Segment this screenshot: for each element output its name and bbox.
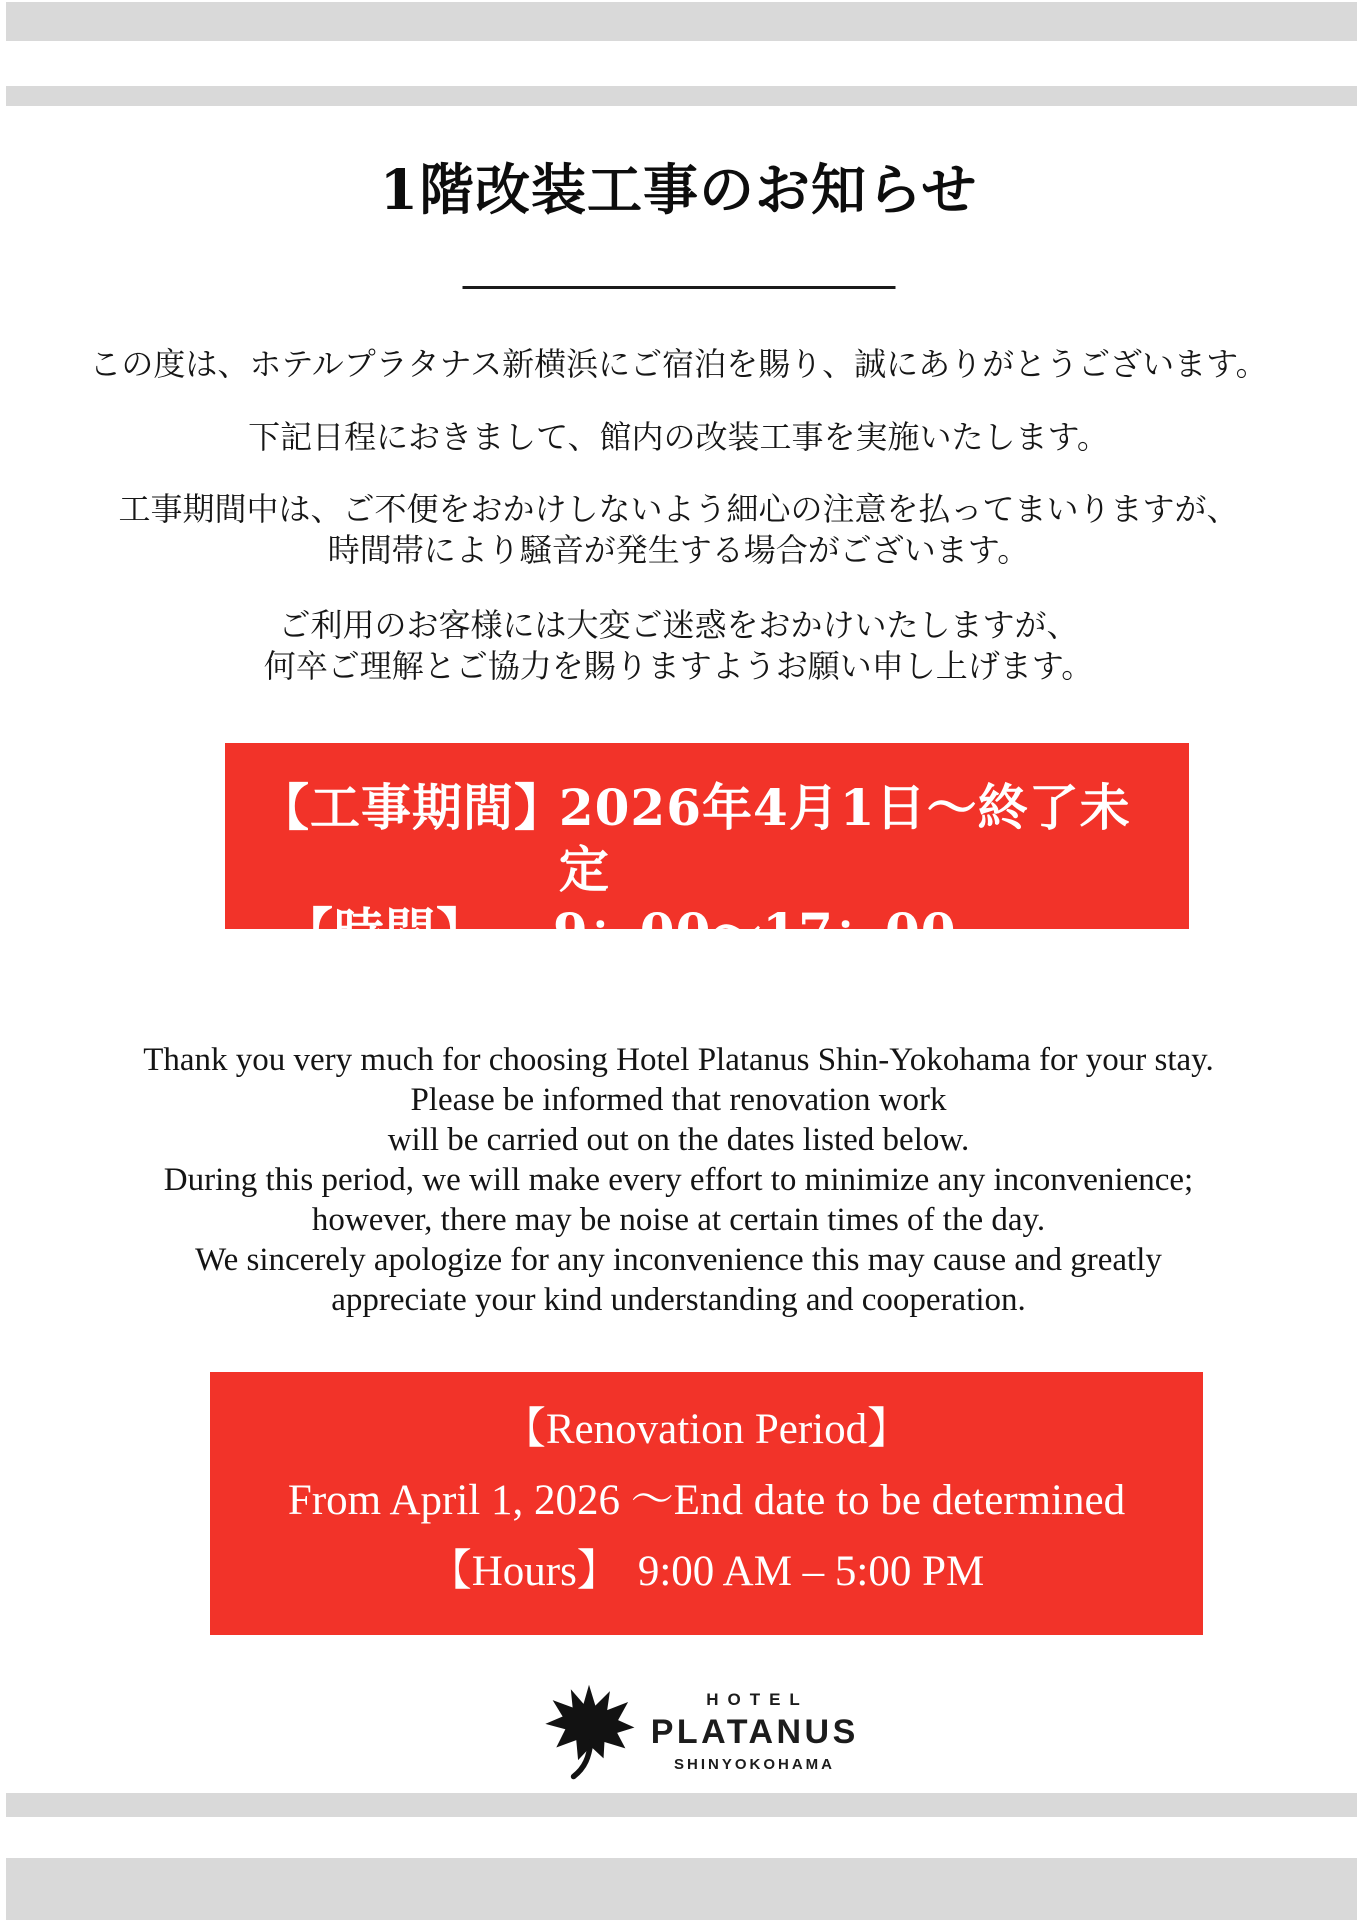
jp-paragraph-apology — [0, 605, 1357, 687]
hotel-logo-name: PLATANUS — [650, 1713, 859, 1752]
jp-paragraph-noise — [0, 489, 1357, 571]
platanus-leaf-icon — [540, 1682, 638, 1782]
bottom-decorative-bar-1 — [6, 1793, 1357, 1817]
top-decorative-bar-2 — [6, 86, 1357, 106]
top-decorative-bar-1 — [6, 2, 1357, 41]
jp-paragraph-schedule: 下記日程におきまして、館内の改装工事を実施いたします。 — [248, 418, 1109, 456]
jp-paragraph-thanks: この度は、ホテルプラタナス新横浜にご宿泊を賜り、誠にありがとうございます。 — [89, 345, 1268, 383]
jp-paragraph-apology-line1: ご利用のお客様には大変ご迷惑をおかけいたしますが、 — [278, 606, 1079, 644]
en-box-period-value: From April 1, 2026 ～End date to be determined — [287, 1477, 1126, 1524]
title-underline — [462, 286, 895, 289]
en-box-hours-label: 【Hours】 — [428, 1548, 620, 1595]
hotel-logo-location: SHINYOKOHAMA — [673, 1756, 835, 1774]
en-paragraph-line-7: appreciate your kind understanding and cooperation. — [331, 1282, 1026, 1318]
jp-paragraph-noise-line2: 時間帯により騒音が発生する場合がございます。 — [327, 531, 1030, 569]
hotel-logo-text — [648, 1690, 858, 1774]
page-title: 1階改装工事のお知らせ — [379, 157, 978, 222]
en-box-hours-value: 9:00 AM – 5:00 PM — [637, 1548, 985, 1595]
hotel-logo — [540, 1682, 870, 1782]
en-paragraph-line-5: however, there may be noise at certain times of the day. — [311, 1202, 1046, 1238]
en-paragraph-line-3: will be carried out on the dates listed below. — [387, 1122, 970, 1158]
jp-box-period-value: 2026年4月1日～終了未定 — [558, 778, 1131, 899]
en-paragraph-line-6: We sincerely apologize for any inconvenience this may cause and greatly — [195, 1242, 1162, 1278]
hotel-logo-hotel: HOTEL — [706, 1689, 809, 1709]
en-box-period-label: 【Renovation Period】 — [502, 1406, 911, 1453]
en-paragraph-line-1: Thank you very much for choosing Hotel Platanus Shin-Yokohama for your stay. — [143, 1042, 1214, 1078]
en-paragraph-block — [0, 1040, 1357, 1320]
jp-box-hours-line — [259, 901, 1169, 963]
jp-box-hours-value: 9：00～17：00 — [553, 902, 957, 961]
jp-box-period-label: 【工事期間】 — [259, 778, 565, 837]
jp-box-period-line — [259, 777, 1169, 901]
en-paragraph-line-4: During this period, we will make every effort to minimize any inconvenience; — [163, 1162, 1194, 1198]
jp-paragraph-noise-line1: 工事期間中は、ご不便をおかけしないよう細心の注意を払ってまいりますが、 — [118, 490, 1239, 528]
jp-box-hours-label: 【時間】 — [283, 902, 487, 961]
en-paragraph-line-2: Please be informed that renovation work — [410, 1082, 947, 1118]
en-box-hours-line — [210, 1536, 1203, 1607]
jp-renovation-period-box — [225, 743, 1189, 961]
en-renovation-period-box — [210, 1372, 1203, 1635]
bottom-decorative-bar-2 — [6, 1858, 1357, 1920]
jp-paragraph-apology-line2: 何卒ご理解とご協力を賜りますようお願い申し上げます。 — [263, 647, 1094, 685]
